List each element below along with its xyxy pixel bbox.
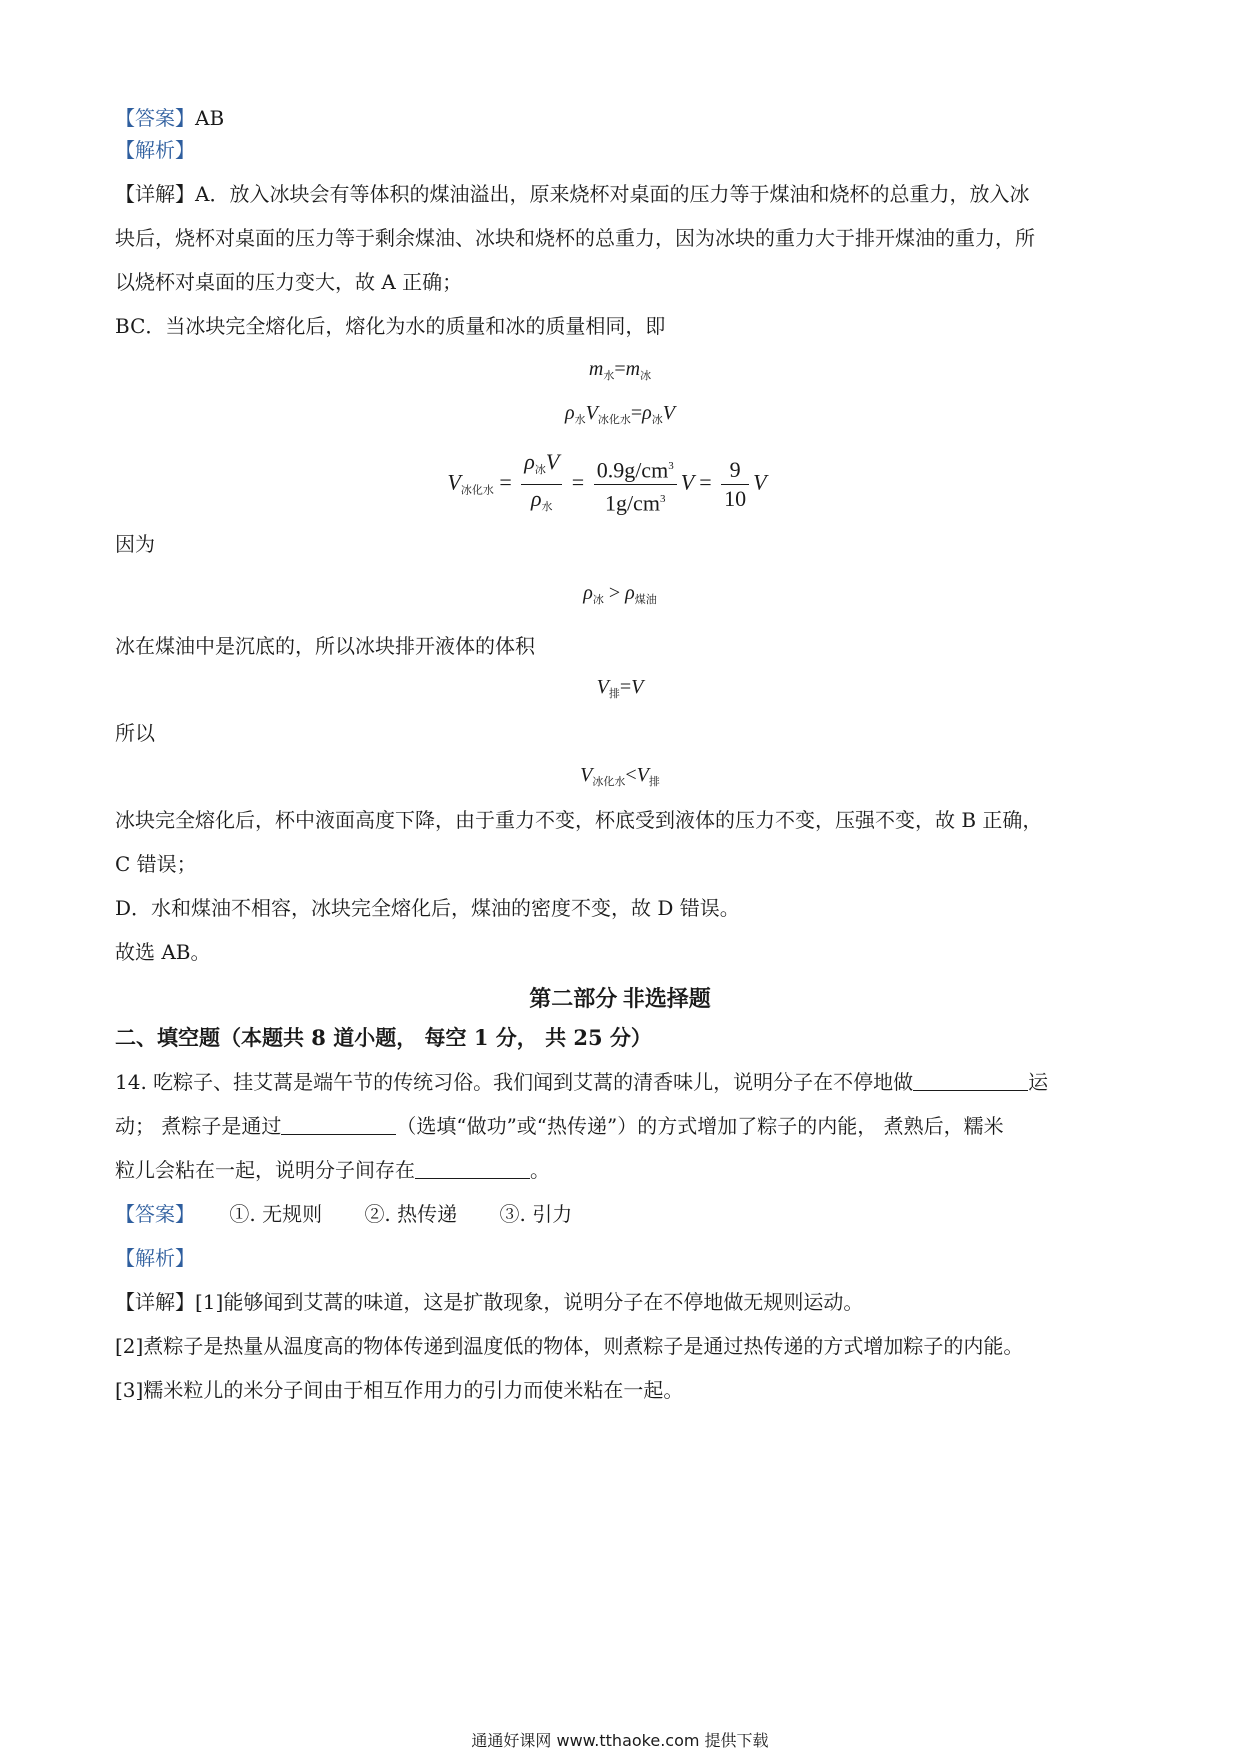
detail-line-2: 块后，烧杯对桌面的压力等于剩余煤油、冰块和烧杯的总重力，因为冰块的重力大于排开煤油的重力，所 <box>115 226 1035 250</box>
equation-compare-volume: $V_{冰化水}<V_排$ <box>580 764 660 788</box>
analysis-tag: 【解析】 <box>115 138 195 162</box>
answer-tag: 【答案】 <box>115 1202 195 1226</box>
answer-line <box>115 106 224 130</box>
conclusion-line-2: C 错误； <box>115 852 197 876</box>
so-text: 所以 <box>115 721 155 745</box>
page-footer: 通通好课网 www.tthaoke.com 提供下载 <box>471 1731 769 1750</box>
equation-compare-density: $\rho_冰 > \rho_{煤油}$ <box>583 582 657 606</box>
question-14-line-1: 14. 吃粽子、挂艾蒿是端午节的传统习俗。我们闻到艾蒿的清香味儿，说明分子在不停地做 运 <box>115 1070 1049 1094</box>
answer-value: AB <box>195 106 225 130</box>
answer-2: ②. 热传递 <box>364 1202 458 1226</box>
detail-line-1: 【详解】A．放入冰块会有等体积的煤油溢出，原来烧杯对桌面的压力等于煤油和烧杯的总重力，放入冰 <box>115 182 1030 206</box>
sink-text: 冰在煤油中是沉底的，所以冰块排开液体的体积 <box>115 634 535 658</box>
because-text: 因为 <box>115 532 155 556</box>
detail2-line-2: [2]煮粽子是热量从温度高的物体传递到温度低的物体，则煮粽子是通过热传递的方式增加粽子的内能。 <box>115 1334 1024 1358</box>
equation-volume: $V_{冰化水}$ = $\frac{\rho_冰V}{\rho_水}$ = $\frac{0.9g/cm^3}{1g/cm^3}$ V = $\frac{9}{10}$ V <box>0 448 1227 521</box>
conclusion-line-3: D．水和煤油不相容，冰块完全熔化后，煤油的密度不变，故 D 错误。 <box>115 896 740 920</box>
equation-mass: $m_水=m_冰$ <box>588 358 652 382</box>
detail-tag: 【详解】 <box>115 182 195 206</box>
conclusion-line-1: 冰块完全熔化后，杯中液面高度下降，由于重力不变，杯底受到液体的压力不变，压强不变，故 B 正确， <box>115 808 1043 832</box>
equation-density: $\rho_水V_{冰化水}=\rho_冰V$ <box>565 402 675 426</box>
section-heading: 二、填空题（本题共 8 道小题， 每空 1 分， 共 25 分） <box>115 1025 652 1050</box>
question-14-line-3: 粒儿会粘在一起，说明分子间存在 。 <box>115 1158 550 1182</box>
fraction-values: $\frac{0.9g/cm^3}{1g/cm^3}$ <box>594 452 677 518</box>
part-heading: 第二部分 非选择题 <box>529 986 711 1011</box>
answer-line-2 <box>115 1202 572 1226</box>
analysis-tag-2: 【解析】 <box>115 1246 195 1270</box>
answer-blank-2[interactable] <box>281 1116 396 1135</box>
fraction-density: $\frac{\rho_冰V}{\rho_水}$ <box>521 448 562 521</box>
detail2-line-1: 【详解】[1]能够闻到艾蒿的味道，这是扩散现象，说明分子在不停地做无规则运动。 <box>115 1290 864 1314</box>
detail2-line-3: [3]糯米粒儿的米分子间由于相互作用力的引力而使米粘在一起。 <box>115 1378 684 1402</box>
detail-line-4: BC．当冰块完全熔化后，熔化为水的质量和冰的质量相同，即 <box>115 314 666 338</box>
conclusion-line-4: 故选 AB。 <box>115 940 211 964</box>
answer-tag: 【答案】 <box>115 106 195 130</box>
answer-3: ③. 引力 <box>499 1202 573 1226</box>
fraction-nine-tenths: $\frac{9}{10}$ <box>721 456 749 513</box>
answer-1: ①. 无规则 <box>229 1202 323 1226</box>
answer-blank-3[interactable] <box>415 1160 530 1179</box>
equation-displaced: $V_排=V$ <box>596 676 644 700</box>
detail-line-3: 以烧杯对桌面的压力变大，故 A 正确； <box>115 270 463 294</box>
answer-blank-1[interactable] <box>913 1072 1028 1091</box>
detail-tag: 【详解】 <box>115 1290 195 1314</box>
question-14-line-2: 动； 煮粽子是通过 （选填“做功”或“热传递”）的方式增加了粽子的内能， 煮熟后，糯米 <box>115 1114 1004 1138</box>
